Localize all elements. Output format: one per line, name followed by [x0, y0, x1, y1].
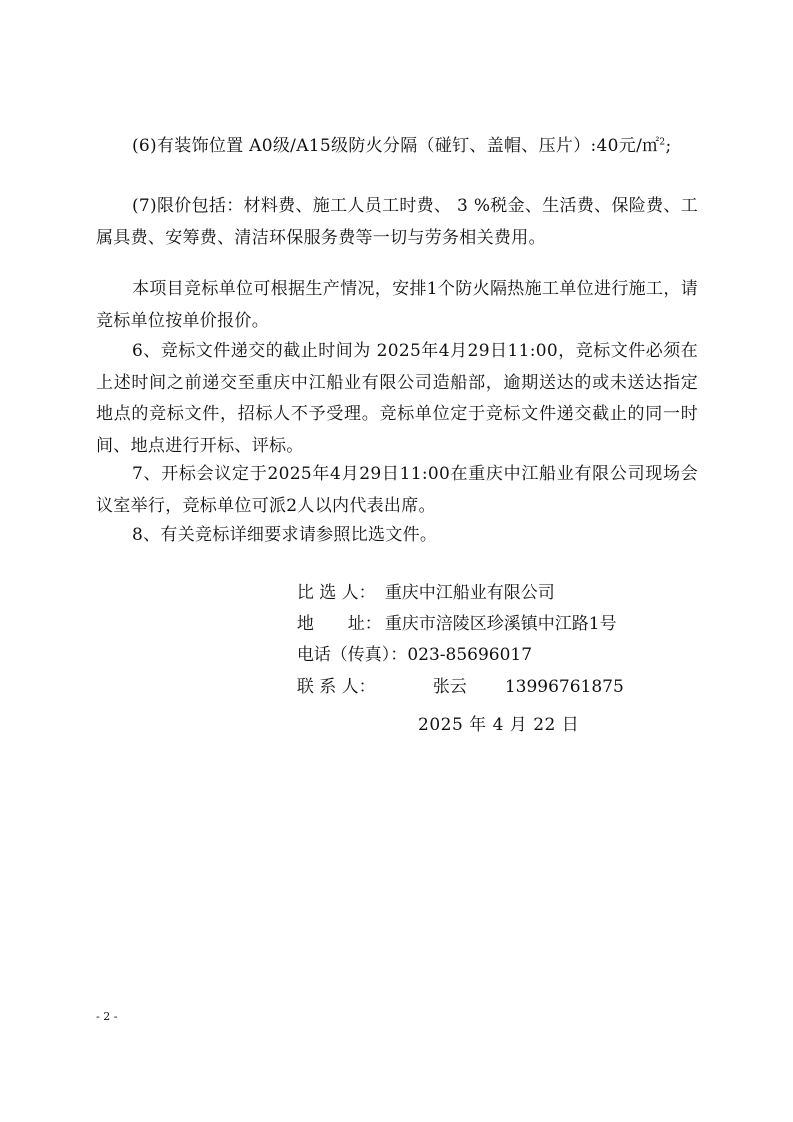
superscript-2: 2: [659, 137, 666, 148]
paragraph-item-6-price: [96, 131, 698, 163]
paragraph-item-7-price-scope: (7)限价包括：材料费、施工人员工时费、 3 %税金、生活费、保险费、工属具费、安筹费、清洁环保服务费等一切与劳务相关费用。: [96, 196, 698, 248]
bidder-value: 重庆中江船业有限公司: [384, 583, 555, 603]
paragraph-requirements: 8、有关竞标详细要求请参照比选文件。: [132, 525, 438, 545]
address-value: 重庆市涪陵区珍溪镇中江路1号: [384, 614, 617, 634]
paragraph-project-note: 本项目竞标单位可根据生产情况，安排1个防火隔热施工单位进行施工，请竞标单位按单价报价。: [96, 279, 698, 331]
phone-value: 023-85696017: [407, 645, 533, 665]
bidder-label: 比 选 人：: [296, 583, 376, 603]
address-label: 地 址：: [296, 614, 382, 634]
paragraph-meeting: 7、开标会议定于2025年4月29日11:00在重庆中江船业有限公司现场会议室举行，竞标单位可派2人以内代表出席。: [96, 464, 698, 516]
person-label: 联 系 人：: [296, 677, 376, 697]
paragraph-end: ;: [665, 136, 672, 156]
contact-person: [286, 641, 624, 703]
document-date: 2025 年 4 月 22 日: [418, 715, 580, 735]
page-number: - 2 -: [96, 1010, 118, 1023]
phone-label: 电话（传真）：: [296, 645, 408, 665]
paragraph-text: (6)有装饰位置 A0级/A15级防火分隔（碰钉、盖帽、压片）:40元/㎡: [132, 136, 660, 156]
person-name: 张云: [432, 677, 467, 697]
paragraph-deadline: 6、竞标文件递交的截止时间为 2025年4月29日11:00，竞标文件必须在上述时间之前递交至重庆中江船业有限公司造船部，逾期送达的或未送达指定地点的竞标文件，招标人不予受理。竞标单位定于竞标文件递交截止的同一时间、地点进行开标、评标。: [96, 341, 698, 456]
person-phone: 13996761875: [504, 677, 624, 697]
